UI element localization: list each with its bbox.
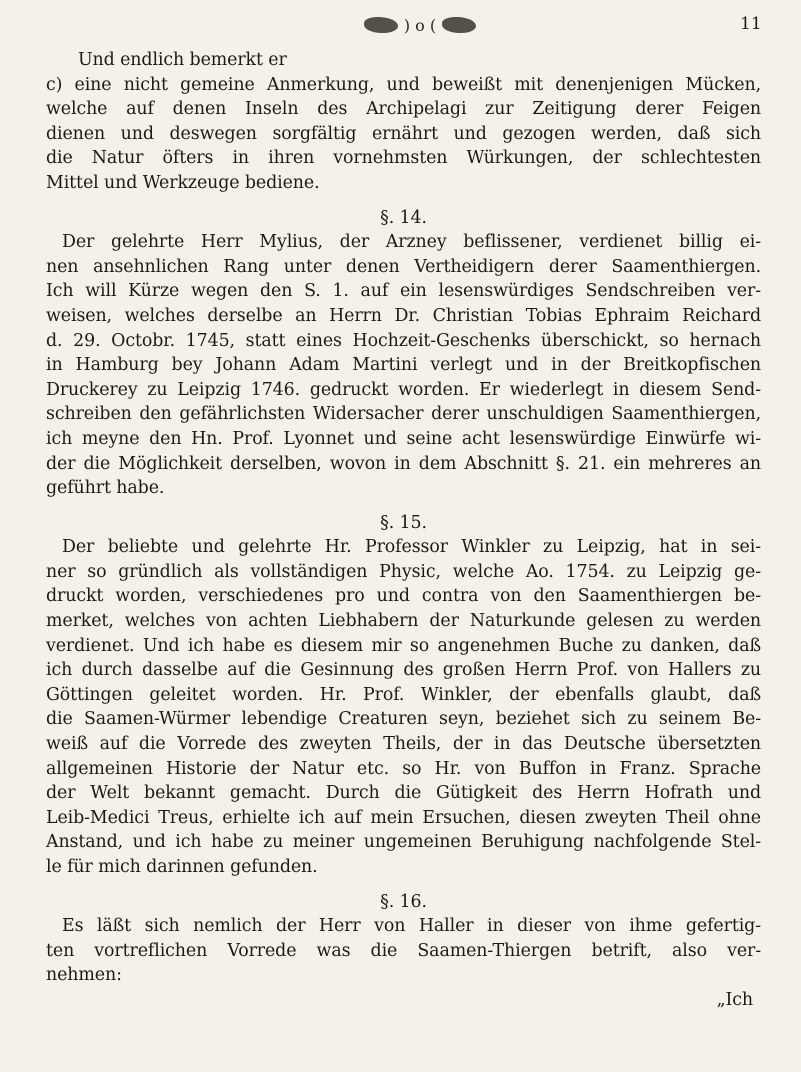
section-heading: §. 15. (380, 512, 427, 533)
text-line: Es läßt sich nemlich der Herr von Haller in dieser von ihme gefertig- (62, 916, 761, 937)
ornament-left-icon (364, 17, 398, 33)
text-line: ich durch dasselbe auf die Gesinnung des großen Herrn Prof. von Hallers zu (46, 660, 761, 681)
text-line: Ich will Kürze wegen den S. 1. auf ein lesenswürdiges Sendschreiben ver- (46, 281, 761, 302)
text-line: Der gelehrte Herr Mylius, der Arzney beflissener, verdienet billig ei- (62, 232, 761, 253)
text-line: weiß auf die Vorrede des zweyten Theils, der in das Deutsche übersetzten (46, 734, 761, 755)
text-line: der die Möglichkeit derselben, wovon in dem Abschnitt §. 21. ein mehreres an (46, 453, 761, 474)
text-line: nehmen: (46, 965, 122, 986)
text-line: die Saamen-Würmer lebendige Creaturen seyn, beziehet sich zu seinem Be- (46, 709, 761, 730)
text-line: ich meyne den Hn. Prof. Lyonnet und seine acht lesenswürdige Einwürfe wi- (46, 428, 761, 449)
text-line: Druckerey zu Leipzig 1746. gedruckt worden. Er wiederlegt in diesem Send- (46, 379, 761, 400)
text-line: d. 29. Octobr. 1745, statt eines Hochzeit-Geschenks überschickt, so hernach (46, 330, 761, 351)
text-line: nen ansehnlichen Rang unter denen Vertheidigern derer Saamenthiergen. (46, 256, 761, 277)
text-line: ner so gründlich als vollständigen Physic, welche Ao. 1754. zu Leipzig ge- (46, 561, 761, 582)
text-line: c) eine nicht gemeine Anmerkung, und beweißt mit denenjenigen Mücken, (46, 74, 761, 95)
page-number: 11 (740, 14, 762, 34)
text-line: der Welt bekannt gemacht. Durch die Gütigkeit des Herrn Hofrath und (46, 783, 761, 804)
text-line: welche auf denen Inseln des Archipelagi zur Zeitigung derer Feigen (46, 99, 761, 120)
text-line: druckt worden, verschiedenes pro und contra von den Saamenthiergen be- (46, 586, 761, 607)
text-line: dienen und deswegen sorgfältig ernährt und gezogen werden, daß sich (46, 123, 761, 144)
text-line: Und endlich bemerkt er (78, 50, 287, 70)
text-line: in Hamburg bey Johann Adam Martini verlegt und in der Breitkopfischen (46, 355, 761, 376)
text-line: Göttingen geleitet worden. Hr. Prof. Winkler, der ebenfalls glaubt, daß (46, 684, 761, 705)
text-line: verdienet. Und ich habe es diesem mir so angenehmen Buche zu danken, daß (46, 635, 761, 656)
text-line: Der beliebte und gelehrte Hr. Professor Winkler zu Leipzig, hat in sei- (62, 537, 761, 558)
section-heading: §. 14. (380, 207, 427, 228)
ornament-right-icon (442, 17, 476, 33)
text-line: Leib-Medici Treus, erhielte ich auf mein Ersuchen, diesen zweyten Theil ohne (46, 807, 761, 828)
section-heading: §. 16. (380, 891, 427, 912)
text-line: merket, welches von achten Liebhabern der Naturkunde gelesen zu werden (46, 611, 761, 632)
header-ornament (300, 12, 540, 38)
text-line: Anstand, und ich habe zu meiner ungemeinen Beruhigung nachfolgende Stel- (46, 832, 761, 853)
catchword: „Ich (716, 989, 753, 1010)
text-line: le für mich darinnen gefunden. (46, 857, 318, 877)
text-line: schreiben den gefährlichsten Widersacher derer unschuldigen Saamenthiergen, (46, 404, 761, 425)
page-body (46, 48, 761, 1013)
text-line: Mittel und Werkzeuge bediene. (46, 172, 320, 193)
text-line: geführt habe. (46, 478, 165, 499)
text-line: allgemeinen Historie der Natur etc. so Hr. von Buffon in Franz. Sprache (46, 758, 761, 779)
text-line: ten vortreflichen Vorrede was die Saamen-Thiergen betrift, also ver- (46, 940, 761, 961)
text-line: weisen, welches derselbe an Herrn Dr. Christian Tobias Ephraim Reichard (46, 305, 761, 326)
ornament-text: ) o ( (403, 15, 437, 35)
text-line: die Natur öfters in ihren vornehmsten Würkungen, der schlechtesten (46, 148, 761, 169)
